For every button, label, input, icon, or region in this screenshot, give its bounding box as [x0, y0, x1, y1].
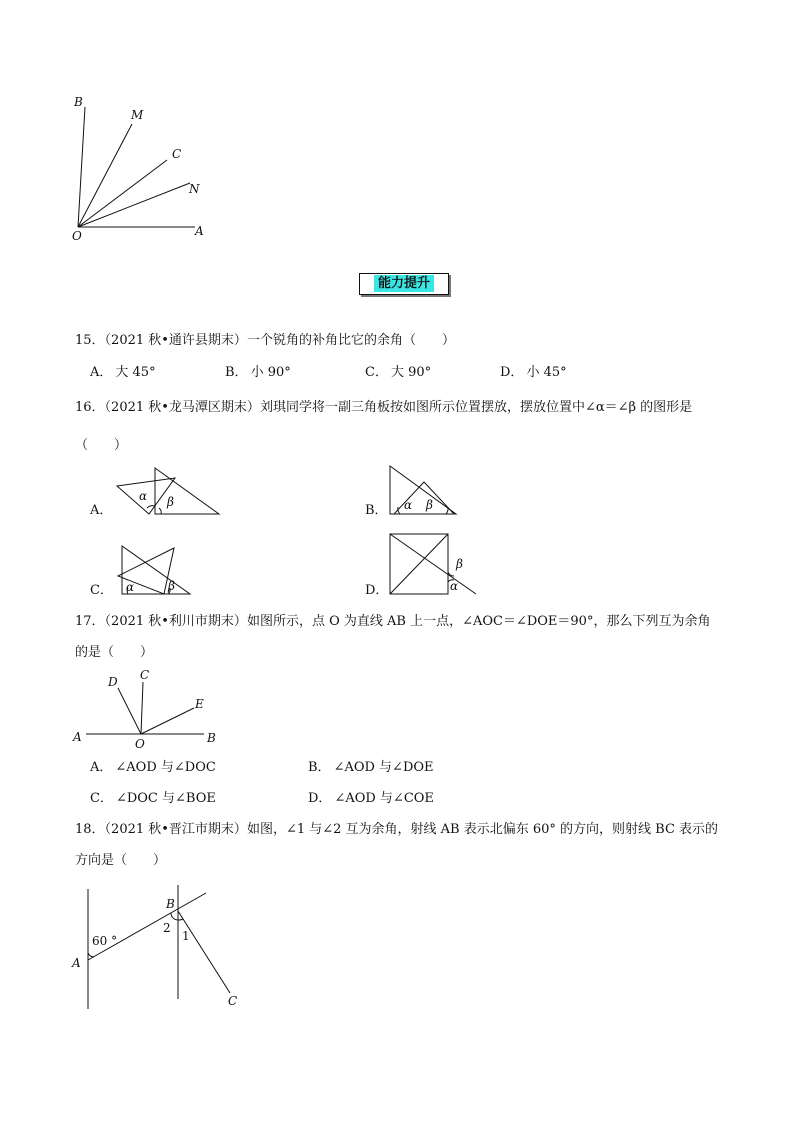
alpha-label: α [126, 580, 135, 594]
q15-option-a: A． 大 45° [90, 365, 156, 380]
q16-figure-d [388, 532, 480, 596]
q17-option-c: C． ∠DOC 与∠BOE [90, 791, 216, 806]
label-C: C [172, 147, 182, 161]
q16-option-b-label: B． [365, 503, 388, 518]
q16-option-a-label: A． [90, 503, 113, 518]
ray-OE [141, 708, 194, 734]
q15-option-d: D． 小 45° [500, 365, 567, 380]
q17-figure [70, 666, 230, 752]
label-A: A [195, 224, 204, 238]
label-A: A [72, 956, 81, 970]
ray-OB [78, 107, 85, 227]
label-B: B [74, 95, 83, 109]
label-B: B [166, 897, 175, 911]
q18-stem-line2: 方向是（ ） [75, 853, 167, 868]
q17-option-d: D． ∠AOD 与∠COE [308, 791, 434, 806]
alpha-label: α [450, 579, 459, 593]
q18-stem: 18．（2021 秋•晋江市期末）如图，∠1 与∠2 互为余角，射线 AB 表示北偏东 60° 的方向，则射线 BC 表示的 [75, 822, 719, 837]
beta-label: β [167, 495, 174, 509]
ray-OC [78, 160, 167, 227]
label-O: O [72, 229, 82, 243]
q17-option-b: B． ∠AOD 与∠DOE [308, 760, 434, 775]
q15-option-c: C． 大 90° [365, 365, 432, 380]
label-O: O [135, 737, 145, 751]
q15-stem: 15．（2021 秋•通许县期末）一个锐角的补角比它的余角（ ） [75, 333, 455, 348]
alpha-label: α [139, 489, 148, 503]
label-M: M [131, 108, 144, 122]
q15-option-b: B． 小 90° [225, 365, 291, 380]
q16-figure-a [115, 466, 221, 516]
label-A: A [73, 730, 82, 744]
ray-OD [118, 688, 141, 734]
q16-option-c-label: C． [90, 583, 113, 598]
label-C: C [140, 668, 150, 682]
ray-ON [78, 183, 190, 227]
q17-stem: 17．（2021 秋•利川市期末）如图所示，点 O 为直线 AB 上一点，∠AOC＝∠DOE＝90°，那么下列互为余角 [75, 614, 711, 629]
label-D: D [108, 675, 118, 689]
angle-2-label: 2 [163, 921, 171, 935]
beta-label: β [426, 498, 433, 512]
ray-OM [78, 124, 132, 227]
beta-label: β [168, 579, 175, 593]
q16-figure-b [388, 464, 460, 516]
section-title: 能力提升 [374, 275, 434, 292]
ray-BC [178, 911, 230, 993]
top-angle-figure [68, 92, 218, 247]
beta-label: β [456, 557, 463, 571]
section-header [359, 273, 449, 295]
label-E: E [195, 697, 204, 711]
q16-blank: （ ） [75, 438, 128, 453]
q17-option-a: A． ∠AOD 与∠DOC [90, 760, 216, 775]
label-N: N [189, 182, 200, 196]
q17-stem-line2: 的是（ ） [75, 645, 154, 660]
q18-figure [70, 883, 250, 1013]
q16-stem: 16．（2021 秋•龙马潭区期末）刘琪同学将一副三角板按如图所示位置摆放，摆放位置中∠α＝∠β 的图形是 [75, 400, 693, 415]
alpha-label: α [404, 498, 413, 512]
q16-figure-c [116, 544, 194, 596]
q16-option-d-label: D． [365, 583, 389, 598]
label-B: B [207, 731, 216, 745]
ray-OC [141, 682, 143, 734]
angle-1-label: 1 [182, 929, 190, 943]
angle-60-label: 60 ° [92, 934, 118, 948]
label-C: C [228, 994, 238, 1008]
